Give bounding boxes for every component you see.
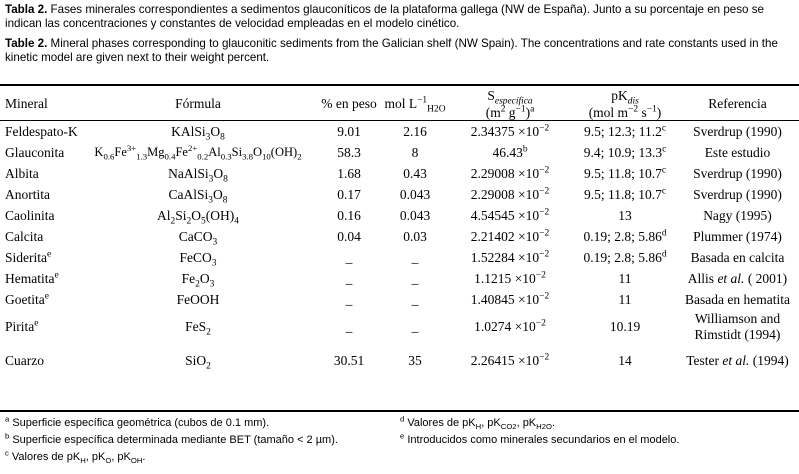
table-row <box>0 163 799 184</box>
header-mineral: Mineral <box>5 96 48 111</box>
caption-en <box>5 37 795 65</box>
caption-en-label: Table 2. <box>5 37 48 50</box>
cell-weight: 58.3 <box>337 144 361 160</box>
cell-formula: $CaAlSi_3O_8$ <box>168 186 228 206</box>
cell-weight: _ <box>345 270 353 286</box>
table-row <box>0 184 799 205</box>
table-row <box>0 310 799 344</box>
table-row <box>0 142 799 163</box>
cell-mol: 35 <box>408 353 422 368</box>
cell-pkdis: 14 <box>618 353 632 368</box>
cell-weight: 0.17 <box>337 186 361 202</box>
table-row <box>0 344 799 378</box>
cell-reference: Sverdrup (1990) <box>693 186 782 202</box>
header-formula: Fórmula <box>175 96 221 111</box>
cell-pkdis: 9.5; 11.8; 10.7$^c$ <box>583 186 667 202</box>
cell-mineral: Siderita$^e$ <box>5 249 52 265</box>
table-bottom-rule <box>0 410 799 412</box>
caption-es <box>5 3 795 31</box>
cell-reference: Sverdrup (1990) <box>693 123 782 139</box>
cell-weight: 1.68 <box>337 165 361 181</box>
cell-mineral: Glauconita <box>5 144 65 160</box>
cell-specific-surface: $2.29008 \times 10^{-2}$ <box>470 186 550 202</box>
header-specific-surface: $S_{específica}$ ($m^2$ $g^{-1})^a$ <box>485 88 535 120</box>
cell-formula: CaCO$_3$ <box>178 228 218 248</box>
cell-mol: 2.16 <box>403 123 427 139</box>
footnote-b: $^b$ Superficie específica determinada mediante BET (tamaño < 2 µm). <box>5 431 338 446</box>
cell-specific-surface: $2.26415 \times 10^{-2}$ <box>470 352 550 368</box>
cell-formula: $NaAlSi_3O_8$ <box>168 165 228 185</box>
cell-mineral: Anortita <box>5 186 50 202</box>
cell-reference: Basada en hematita <box>685 291 790 307</box>
cell-reference: Allis et al. ( 2001) <box>687 270 788 286</box>
cell-mol: 8 <box>411 144 419 160</box>
cell-pkdis: 11 <box>618 270 632 286</box>
cell-formula: FeOOH <box>176 291 220 307</box>
cell-formula: FeS$_2$ <box>185 319 211 338</box>
cell-mineral: Caolinita <box>5 207 55 223</box>
cell-pkdis: 9.5; 11.8; 10.7$^c$ <box>583 165 667 181</box>
cell-mineral: Pirita$^e$ <box>5 318 39 334</box>
cell-weight: _ <box>345 319 353 334</box>
cell-mineral: Hematita$^e$ <box>5 270 59 286</box>
footnote-c: $^c$ Valores de $pK_H$, $pK_O$, $pK_{OH}$. <box>5 448 146 466</box>
cell-specific-surface: 46.43$^b$ <box>492 144 528 160</box>
cell-pkdis: 0.19; 2.8; 5.86$^d$ <box>583 228 667 244</box>
cell-weight: _ <box>345 249 353 265</box>
cell-reference: Sverdrup (1990) <box>693 165 782 181</box>
table-row <box>0 226 799 247</box>
header-weight: % en peso <box>321 96 377 111</box>
cell-mol: _ <box>411 249 419 265</box>
table-row <box>0 268 799 289</box>
caption-es-text: Fases minerales correspondientes a sedimentos glauconíticos de la plataforma gallega (NW de España). Junto a su porcentaje en peso se indican las concentraciones y constantes de velocidad empleadas en el modelo cinético. <box>5 3 764 30</box>
cell-weight: 0.16 <box>337 207 361 223</box>
cell-specific-surface: $1.1215 \times 10^{-2}$ <box>474 270 546 286</box>
cell-formula: $KAlSi_3O_8$ <box>171 123 225 143</box>
cell-mineral: Goetita$^e$ <box>5 291 49 307</box>
header-pkdis: $pK_{dis}$ (mol $m^{-2}$ $s^{-1}$) <box>588 88 662 120</box>
mineral-table <box>0 87 799 378</box>
footnote-e: $^e$ Introducidos como minerales secundarios en el modelo. <box>400 431 680 446</box>
cell-mineral: Albita <box>5 165 39 181</box>
cell-formula: SiO$_2$ <box>185 353 211 372</box>
header-reference: Referencia <box>708 96 767 111</box>
footnote-a: $^a$ Superficie específica geométrica (cubos de 0.1 mm). <box>5 414 270 429</box>
footnote-d: $^d$ Valores de $pK_H$, $pK_{CO2}$, $pK_{H2O}$. <box>400 414 556 432</box>
cell-reference: Basada en calcita <box>690 249 785 265</box>
cell-mol: _ <box>411 270 419 286</box>
cell-weight: 0.04 <box>337 228 361 244</box>
header-mol: mol $L^{-1}_{H2O}$ <box>384 95 446 115</box>
cell-mol: 0.43 <box>403 165 427 181</box>
cell-formula: $Al_2Si_2O_5(OH)_4$ <box>157 207 239 227</box>
cell-specific-surface: $1.40845 \times 10^{-2}$ <box>470 291 550 307</box>
cell-specific-surface: $2.21402 \times 10^{-2}$ <box>470 228 550 244</box>
table-header-row <box>0 87 799 121</box>
cell-pkdis: 13 <box>618 207 632 223</box>
cell-formula: FeCO$_3$ <box>179 249 217 269</box>
caption-en-text: Mineral phases corresponding to glauconitic sediments from the Galician shelf (NW Spain). The concentrations and rate constants used in the kinetic model are given next to their weight percent. <box>5 37 778 64</box>
cell-pkdis: 0.19; 2.8; 5.86$^d$ <box>583 249 667 265</box>
caption-es-label: Tabla 2. <box>5 3 48 16</box>
table-row <box>0 121 799 142</box>
cell-mol: 0.043 <box>399 186 431 202</box>
cell-specific-surface: $2.34375 \times 10^{-2}$ <box>470 123 550 139</box>
table-row <box>0 289 799 310</box>
cell-pkdis: 9.4; 10.9; 13.3$^c$ <box>583 144 667 160</box>
cell-specific-surface: $1.52284 \times 10^{-2}$ <box>470 249 550 265</box>
cell-reference: Este estudio <box>704 144 771 160</box>
cell-mineral: Feldespato-K <box>5 123 78 139</box>
cell-reference: Plummer (1974) <box>693 228 782 244</box>
cell-mol: 0.043 <box>399 207 431 223</box>
cell-mineral: Cuarzo <box>5 353 44 368</box>
cell-mol: 0.03 <box>403 228 427 244</box>
cell-specific-surface: $2.29008 \times 10^{-2}$ <box>470 165 550 181</box>
cell-reference: Williamson and Rimstidt (1994) <box>694 311 781 342</box>
cell-formula: $K_{0.6}Fe^{3+}_{1.3}Mg_{0.4}Fe^{2+}_{0.2}Al_{0.3}Si_{3.8}O_{10}(OH)_2$ <box>94 142 302 162</box>
cell-reference: Nagy (1995) <box>703 207 772 223</box>
cell-mineral: Calcita <box>5 228 44 244</box>
cell-mol: _ <box>411 291 419 307</box>
cell-specific-surface: $4.54545 \times 10^{-2}$ <box>470 207 550 223</box>
cell-specific-surface: $1.0274 \times 10^{-2}$ <box>474 318 546 334</box>
cell-pkdis: 11 <box>618 291 632 307</box>
cell-mol: _ <box>411 319 419 334</box>
cell-weight: _ <box>345 291 353 307</box>
cell-weight: 9.01 <box>337 123 361 139</box>
table-row <box>0 205 799 226</box>
cell-weight: 30.51 <box>333 353 365 368</box>
cell-reference: Tester et al. (1994) <box>686 353 789 368</box>
cell-pkdis: 10.19 <box>609 319 641 334</box>
cell-pkdis: 9.5; 12.3; 11.2$^c$ <box>583 123 667 139</box>
table-row <box>0 247 799 268</box>
table-top-rule <box>0 84 799 86</box>
cell-formula: $Fe_2O_3$ <box>181 270 215 290</box>
